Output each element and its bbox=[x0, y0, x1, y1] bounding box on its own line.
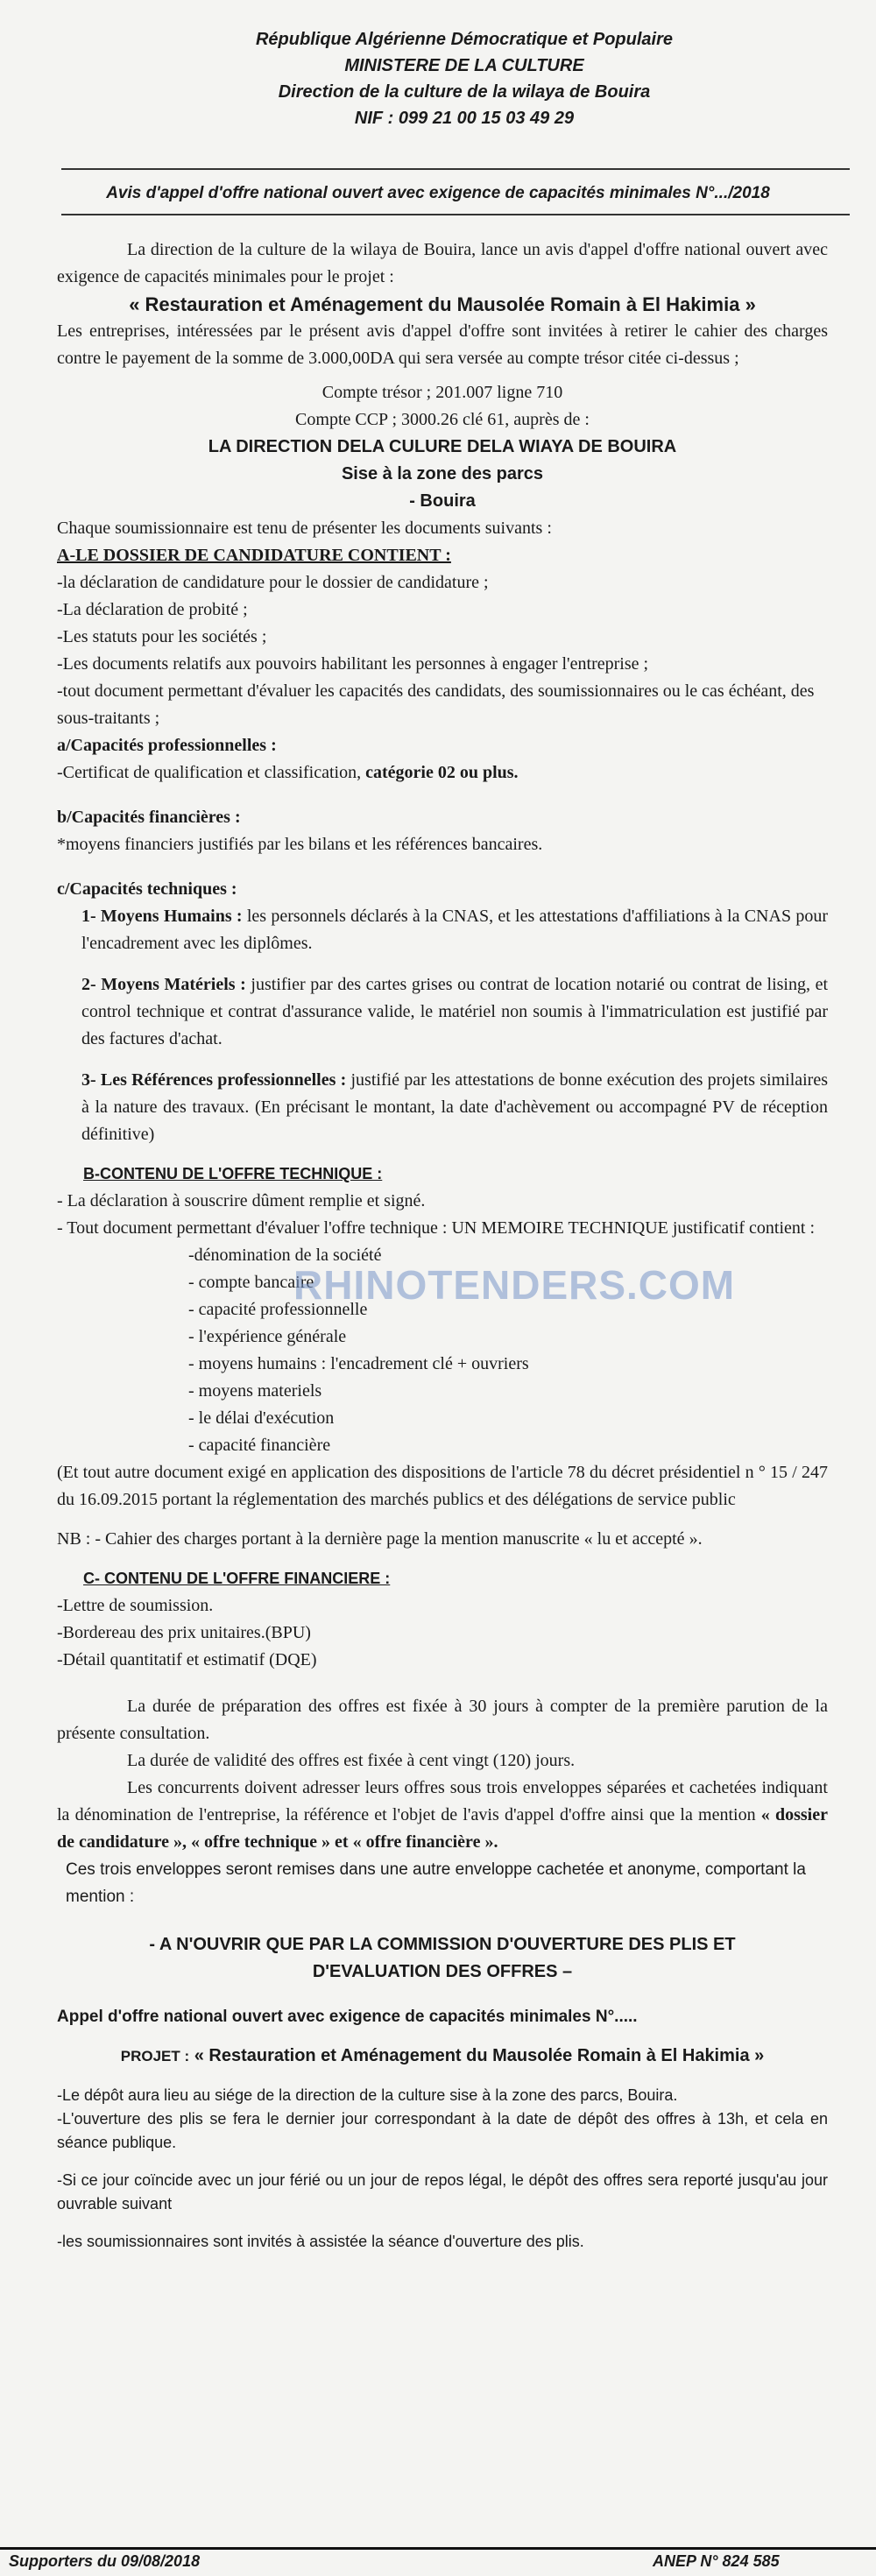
section-c-item: -Lettre de soumission. bbox=[57, 1596, 214, 1615]
section-b-line: - La déclaration à souscrire dûment remplie et signé. bbox=[57, 1191, 426, 1210]
anep-number: ANEP N° 824 585 bbox=[653, 2552, 780, 2570]
direction-line: Direction de la culture de la wilaya de Bouira bbox=[278, 82, 651, 102]
tech-human: 1- Moyens Humains : les personnels déclarés à la CNAS, et les attestations d'affiliations à la CNAS pour l'encadrement avec les diplômes. bbox=[81, 907, 828, 953]
outer-envelope-paragraph: Ces trois enveloppes seront remises dans une autre enveloppe cachetée et anonyme, comportant la mention : bbox=[66, 1860, 806, 1906]
holiday-paragraph: -Si ce jour coïncide avec un jour férié ou un jour de repos légal, le dépôt des offres sera reporté jusqu'au jour ouvrable suivant bbox=[57, 2171, 828, 2213]
section-a-title: A-LE DOSSIER DE CANDIDATURE CONTIENT : bbox=[57, 546, 451, 565]
section-c-item: -Détail quantitatif et estimatif (DQE) bbox=[57, 1650, 317, 1669]
zone-address: Sise à la zone des parcs bbox=[341, 464, 544, 483]
section-c-item: -Bordereau des prix unitaires.(BPU) bbox=[57, 1623, 311, 1642]
section-a-item: -la déclaration de candidature pour le dossier de candidature ; bbox=[57, 573, 489, 592]
letterhead bbox=[0, 26, 876, 131]
deposit-paragraph: -Le dépôt aura lieu au siége de la direction de la culture sise à la zone des parcs, Bouira. bbox=[57, 2086, 678, 2104]
cap-fin-title: b/Capacités financières : bbox=[57, 808, 241, 827]
list-item: - le délai d'exécution bbox=[188, 1408, 335, 1428]
list-item: - moyens materiels bbox=[188, 1381, 322, 1401]
footer bbox=[0, 2540, 876, 2576]
list-item: - capacité professionnelle bbox=[188, 1300, 368, 1319]
section-a-item: -Les statuts pour les sociétés ; bbox=[57, 627, 267, 646]
tresor-account: Compte trésor ; 201.007 ligne 710 bbox=[321, 383, 563, 402]
divider-top bbox=[61, 168, 850, 170]
divider-bottom bbox=[61, 214, 850, 215]
charges-paragraph: Les entreprises, intéressées par le présent avis d'appel d'offre sont invitées à retirer le cahier des charges contre le payement de la somme de 3.000,00DA qui sera versée au compte trésor citée ci-dessus ; bbox=[57, 321, 828, 368]
intro-paragraph: La direction de la culture de la wilaya de Bouira, lance un avis d'appel d'offre national ouvert avec exigence de capacités minimales pour le projet : bbox=[57, 240, 828, 286]
republic-line: République Algérienne Démocratique et Populaire bbox=[255, 30, 673, 49]
project-name: « Restauration et Aménagement du Mausolée Romain à El Hakimia » bbox=[129, 293, 756, 315]
city-address: - Bouira bbox=[409, 491, 476, 511]
cap-pro-title: a/Capacités professionnelles : bbox=[57, 736, 277, 755]
opening-paragraph: -L'ouverture des plis se fera le dernier jour correspondant à la date de dépôt des offres à 13h, et cela en séance publique. bbox=[57, 2110, 828, 2151]
list-item: - moyens humains : l'encadrement clé + ouvriers bbox=[188, 1354, 529, 1373]
envelopes-paragraph: Les concurrents doivent adresser leurs offres sous trois enveloppes séparées et cachetées indiquant la dénomination de l'entreprise, la référence et l'objet de l'avis d'appel d'offre ainsi que la mention « dossier de candidature », « offre technique » et « offre financière ». bbox=[57, 1778, 828, 1852]
validity-paragraph: La durée de validité des offres est fixée à cent vingt (120) jours. bbox=[127, 1751, 576, 1770]
list-item: -dénomination de la société bbox=[188, 1246, 382, 1265]
projet-line: PROJET : « Restauration et Aménagement du Mausolée Romain à El Hakimia » bbox=[120, 2046, 765, 2065]
cap-pro-text: -Certificat de qualification et classification, catégorie 02 ou plus. bbox=[57, 763, 519, 782]
list-item: - compte bancaire bbox=[188, 1273, 314, 1292]
section-b-title: B-CONTENU DE L'OFFRE TECHNIQUE : bbox=[83, 1165, 383, 1182]
opening-warning: - A N'OUVRIR QUE PAR LA COMMISSION D'OUVERTURE DES PLIS ET D'EVALUATION DES OFFRES – bbox=[149, 1935, 736, 1981]
notice-title: Avis d'appel d'offre national ouvert avec exigence de capacités minimales N°.../2018 bbox=[106, 184, 770, 202]
footer-rule bbox=[0, 2547, 876, 2550]
tech-references: 3- Les Références professionnelles : justifié par les attestations de bonne exécution des projets similaires à la nature des travaux. (En précisant le montant, la date d'achèvement ou accompagné PV de réception définitive) bbox=[81, 1070, 828, 1144]
cap-tech-title: c/Capacités techniques : bbox=[57, 879, 237, 899]
section-a-item: -La déclaration de probité ; bbox=[57, 600, 248, 619]
nif-line: NIF : 099 21 00 15 03 49 29 bbox=[354, 109, 575, 128]
section-a-item: -tout document permettant d'évaluer les capacités des candidats, des soumissionnaires ou le cas échéant, des sous-traitants ; bbox=[57, 681, 815, 728]
watermark: RHINOTENDERS.COM bbox=[293, 1262, 736, 1308]
section-c-title: C- CONTENU DE L'OFFRE FINANCIERE : bbox=[83, 1570, 391, 1587]
duration-paragraph: La durée de préparation des offres est fixée à 30 jours à compter de la première parution de la présente consultation. bbox=[57, 1697, 828, 1743]
nb-note: NB : - Cahier des charges portant à la dernière page la mention manuscrite « lu et accepté ». bbox=[57, 1529, 703, 1549]
appel-reference: Appel d'offre national ouvert avec exigence de capacités minimales N°..... bbox=[57, 2008, 638, 2026]
section-b-line: - Tout document permettant d'évaluer l'offre technique : UN MEMOIRE TECHNIQUE justificatif contient : bbox=[57, 1218, 816, 1238]
publication-date: Supporters du 09/08/2018 bbox=[9, 2552, 201, 2570]
notice-body bbox=[57, 236, 828, 2254]
tech-material: 2- Moyens Matériels : justifier par des cartes grises ou contrat de location notarié ou contrat de lising, et control technique et contrat d'assurance valide, le matériel non soumis à l'immatriculation est justifié par des factures d'achat. bbox=[81, 975, 829, 1048]
direction-address: LA DIRECTION DELA CULURE DELA WIAYA DE BOUIRA bbox=[208, 437, 677, 456]
cap-fin-text: *moyens financiers justifiés par les bilans et les références bancaires. bbox=[57, 835, 543, 854]
attendance-paragraph: -les soumissionnaires sont invités à assistée la séance d'ouverture des plis. bbox=[57, 2233, 584, 2250]
list-item: - l'expérience générale bbox=[188, 1327, 347, 1346]
ministry-line: MINISTERE DE LA CULTURE bbox=[344, 56, 584, 75]
ccp-account: Compte CCP ; 3000.26 clé 61, auprès de : bbox=[295, 410, 590, 429]
section-a-item: -Les documents relatifs aux pouvoirs habilitant les personnes à engager l'entreprise ; bbox=[57, 654, 649, 674]
list-item: - capacité financière bbox=[188, 1436, 331, 1455]
decree-note: (Et tout autre document exigé en application des dispositions de l'article 78 du décret présidentiel n ° 15 / 247 du 16.09.2015 portant la réglementation des marchés publics et des délégations de service public bbox=[57, 1463, 828, 1509]
documents-intro: Chaque soumissionnaire est tenu de présenter les documents suivants : bbox=[57, 519, 552, 538]
